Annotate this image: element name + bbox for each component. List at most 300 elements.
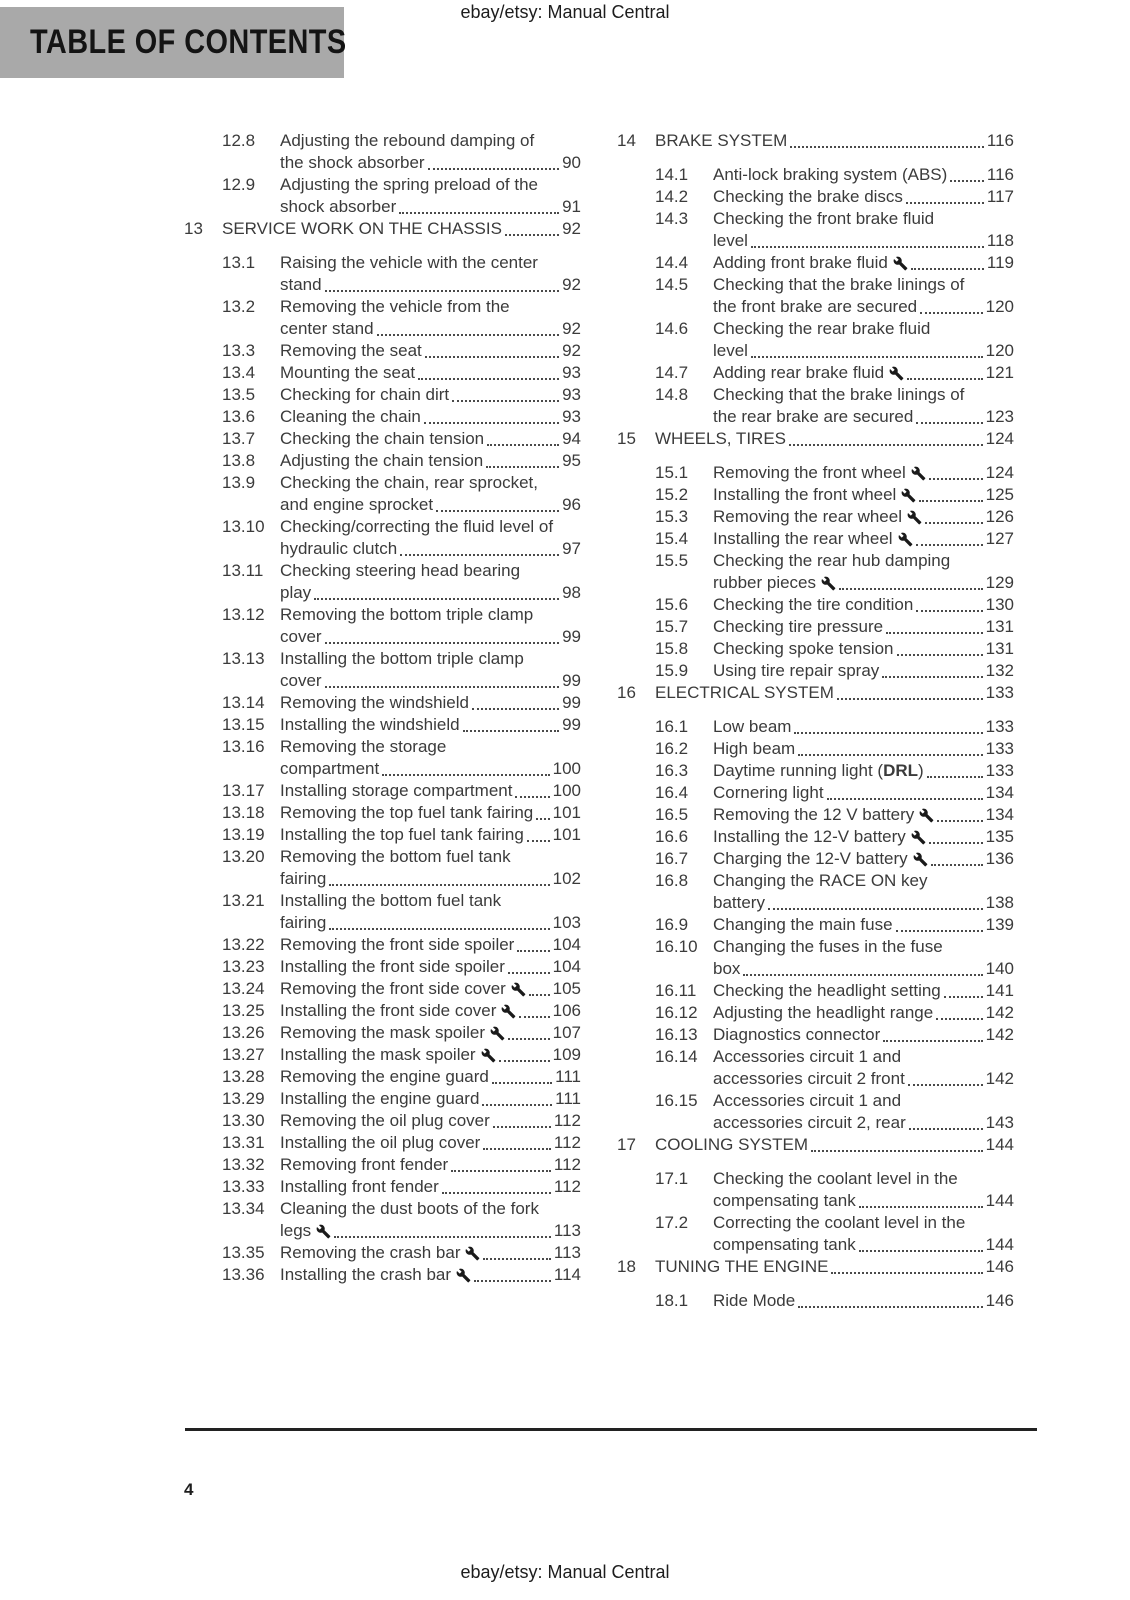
page-number: 131 [985,617,1014,636]
chapter-entries [655,716,1014,1134]
entry-title: Removing the rear wheel [713,507,902,526]
entry-title: level [713,341,748,360]
entry-body [713,1090,1014,1134]
chapter-row [617,428,1014,450]
toc-entry [222,714,581,736]
entry-title-line: Checking steering head bearing [280,561,521,580]
entry-body [713,164,1014,186]
entry-body [280,130,581,174]
entry-last-line [713,230,1014,252]
entry-body [713,318,1014,362]
chapter-entries [222,252,581,1286]
dot-leader [329,884,549,886]
entry-body [713,1002,1014,1024]
dot-leader [536,818,549,820]
entry-title: Low beam [713,717,792,736]
entry-title: Checking the chain tension [280,429,485,448]
entry-number: 13.12 [222,605,265,624]
page-number: 133 [985,761,1014,780]
wrench-icon [490,1026,505,1041]
dot-leader [859,1206,983,1208]
entry-last-line [280,406,581,428]
entry-last-line [713,406,1014,428]
dot-leader [486,466,559,468]
entry-number: 14.7 [655,363,689,382]
toc-chapter [617,1256,1014,1312]
entry-number: 13.29 [222,1089,265,1108]
page-number: 93 [562,385,581,404]
toc-entry [655,914,1014,936]
page-number: 106 [552,1001,581,1020]
dot-leader [798,1306,982,1308]
wrench-icon [898,532,913,547]
chapter-title: SERVICE WORK ON THE CHASSIS [222,219,502,238]
entry-title: rubber pieces [713,573,817,592]
chapter-row [617,682,1014,704]
toc-entry [655,252,1014,274]
entry-number: 15.6 [655,595,689,614]
toc-entry [655,870,1014,914]
entry-number: 14.8 [655,385,689,404]
toc-entry [655,804,1014,826]
entry-title-line: Adjusting the rebound damping of [280,131,535,150]
entry-title: Removing the top fuel tank fairing [280,803,534,822]
toc-entry [222,340,581,362]
dot-leader [907,378,983,380]
entry-body [280,934,581,956]
dot-leader [508,972,550,974]
entry-title-line: Removing the vehicle from the [280,297,510,316]
page-number: 141 [985,981,1014,1000]
entry-number: 13.11 [222,561,264,580]
entry-number: 15.5 [655,551,689,570]
entry-last-line [713,572,1014,594]
toc-entry [222,780,581,802]
dot-leader [927,776,983,778]
entry-body [280,296,581,340]
entry-body [280,406,581,428]
dot-leader [743,974,982,976]
toc-entry [222,1066,581,1088]
page-number: 97 [562,539,581,558]
entry-body [713,186,1014,208]
toc-entry [222,384,581,406]
entry-body [713,804,1014,826]
entry-title-line: Cleaning the dust boots of the fork [280,1199,539,1218]
entry-last-line [280,824,581,846]
dot-leader [325,686,560,688]
entry-number: 13.32 [222,1155,265,1174]
toc-entry [222,1176,581,1198]
toc-entry [222,1044,581,1066]
dot-leader [882,676,982,678]
entry-body [280,692,581,714]
entry-last-line [280,1110,581,1132]
dot-leader [929,842,983,844]
toc-chapter [617,1134,1014,1256]
chapter-entries [655,462,1014,682]
entry-title-line: Adjusting the spring preload of the [280,175,539,194]
entry-title: center stand [280,319,374,338]
page-number: 109 [552,1045,581,1064]
wrench-icon [911,466,926,481]
dot-leader [418,378,559,380]
entry-body [713,274,1014,318]
dot-leader [482,1104,552,1106]
toc-chapter [184,130,581,218]
entry-title-line: Removing the bottom fuel tank [280,847,511,866]
entry-title: Removing the mask spoiler [280,1023,486,1042]
page-number: 120 [985,297,1014,316]
entry-title: Daytime running light (DRL) [713,761,924,780]
toc-entry [655,186,1014,208]
entry-title-line: Accessories circuit 1 and [713,1047,902,1066]
page-number: 144 [985,1191,1014,1210]
entry-number: 16.6 [655,827,689,846]
dot-leader [515,796,549,798]
wrench-icon [821,576,836,591]
entry-body [280,846,581,890]
toc-entry [222,1154,581,1176]
entry-title: Installing the oil plug cover [280,1133,481,1152]
entry-number: 13.1 [222,253,256,272]
page-number: 133 [985,739,1014,758]
entry-number: 14.1 [655,165,689,184]
entry-number: 14.2 [655,187,689,206]
dot-leader [798,754,982,756]
page-number: 99 [562,693,581,712]
entry-body [280,1242,581,1264]
entry-body [713,638,1014,660]
entry-last-line [280,1132,581,1154]
entry-last-line [713,1024,1014,1046]
toc-entry [222,1022,581,1044]
dot-leader [492,1082,552,1084]
page-number: 146 [985,1257,1014,1276]
entry-body [713,252,1014,274]
page-number: 102 [552,869,581,888]
entry-number: 17.2 [655,1213,689,1232]
entry-title-line: Removing the storage [280,737,447,756]
entry-last-line [280,626,581,648]
entry-number: 13.21 [222,891,265,910]
entry-last-line [280,318,581,340]
toc-entry [655,660,1014,682]
entry-last-line [280,956,581,978]
dot-leader [325,642,560,644]
page-number: 99 [562,715,581,734]
entry-body [713,980,1014,1002]
entry-last-line [280,670,581,692]
page-number: 129 [985,573,1014,592]
entry-number: 13.26 [222,1023,265,1042]
entry-title-line: Raising the vehicle with the center [280,253,538,272]
entry-number: 13.3 [222,341,256,360]
dot-leader [474,1280,551,1282]
toc-entry [655,1002,1014,1024]
page-number: 119 [986,253,1014,272]
dot-leader [906,202,984,204]
page-number: 124 [985,463,1014,482]
wrench-icon [511,982,526,997]
entry-title: the front brake are secured [713,297,918,316]
toc-entry [222,516,581,560]
entry-body [280,648,581,692]
entry-body [713,550,1014,594]
entry-title-line: Checking the front brake fluid [713,209,935,228]
entry-last-line [713,462,1014,484]
entry-title-line: Removing the bottom triple clamp [280,605,534,624]
entry-title: Installing the front side cover [280,1001,497,1020]
dot-leader [451,1170,551,1172]
wrench-icon [907,510,922,525]
entry-body [713,1046,1014,1090]
entry-title: fairing [280,913,327,932]
entry-number: 13.28 [222,1067,265,1086]
entry-title: and engine sprocket [280,495,434,514]
toc [184,130,1014,1312]
entry-title: accessories circuit 2, rear [713,1113,906,1132]
entry-body [280,736,581,780]
toc-entry [655,638,1014,660]
entry-last-line [713,826,1014,848]
entry-number: 14.5 [655,275,689,294]
entry-title-line: Checking the rear hub damping [713,551,951,570]
entry-title: Charging the 12-V battery [713,849,908,868]
entry-last-line [280,1242,581,1264]
entry-last-line [280,692,581,714]
toc-entry [655,528,1014,550]
entry-last-line [713,484,1014,506]
entry-title: Checking the brake discs [713,187,903,206]
document-footer: ebay/etsy: Manual Central [460,1562,670,1582]
chapter-number: 16 [617,683,636,702]
entry-body [280,516,581,560]
dot-leader [499,1060,550,1062]
entry-last-line [280,1088,581,1110]
page-number: 116 [986,131,1014,150]
entry-title: Checking tire pressure [713,617,884,636]
toc-entry [222,846,581,890]
dot-leader [529,994,550,996]
entry-last-line [713,594,1014,616]
entry-title: Installing the 12-V battery [713,827,906,846]
entry-number: 16.10 [655,937,698,956]
chapter-row [617,1134,1014,1156]
chapter-number: 15 [617,429,636,448]
dot-leader [827,798,983,800]
toc-entry [222,560,581,604]
entry-title: Adjusting the chain tension [280,451,484,470]
page-number: 113 [553,1243,581,1262]
toc-entry [655,980,1014,1002]
toc-entry [222,1000,581,1022]
dot-leader [400,554,559,556]
page-number: 101 [552,825,581,844]
page-number: 144 [985,1135,1014,1154]
entry-last-line [713,1234,1014,1256]
entry-number: 13.35 [222,1243,265,1262]
toc-entry [222,890,581,934]
entry-title-line: Checking that the brake linings of [713,385,965,404]
chapter-entries [222,130,581,218]
entry-number: 14.6 [655,319,689,338]
toc-entry [655,462,1014,484]
entry-title: compartment [280,759,380,778]
entry-title: Removing the windshield [280,693,469,712]
dot-leader [919,500,982,502]
dot-leader [944,996,983,998]
wrench-icon [893,256,908,271]
entry-title-line: Installing the bottom fuel tank [280,891,502,910]
toc-entry [222,406,581,428]
page-number: 133 [985,717,1014,736]
entry-body [713,462,1014,484]
entry-last-line [713,804,1014,826]
page-number: 138 [985,893,1014,912]
entry-title: Checking spoke tension [713,639,894,658]
page-number: 130 [985,595,1014,614]
entry-body [713,208,1014,252]
entry-title: Cleaning the chain [280,407,421,426]
entry-title: cover [280,627,322,646]
entry-body [713,1212,1014,1256]
entry-last-line [713,186,1014,208]
page-number: 118 [986,231,1014,250]
entry-number: 13.31 [222,1133,265,1152]
page-number: 134 [985,783,1014,802]
entry-title: fairing [280,869,327,888]
entry-number: 13.33 [222,1177,265,1196]
dot-leader [487,444,559,446]
dot-leader [519,1016,549,1018]
entry-body [280,1176,581,1198]
page-number: 92 [562,275,581,294]
entry-body [280,604,581,648]
entry-title: Cornering light [713,783,824,802]
entry-body [280,472,581,516]
entry-last-line [280,1022,581,1044]
entry-title-line: Correcting the coolant level in the [713,1213,966,1232]
entry-number: 16.3 [655,761,689,780]
entry-number: 16.14 [655,1047,698,1066]
entry-title: accessories circuit 2 front [713,1069,905,1088]
dot-leader [377,334,560,336]
dot-leader [329,928,549,930]
page-number: 123 [985,407,1014,426]
dot-leader [428,168,559,170]
dot-leader [493,1126,551,1128]
entry-number: 14.4 [655,253,689,272]
wrench-icon [911,830,926,845]
toc-entry [655,936,1014,980]
entry-title: Installing the front wheel [713,485,897,504]
chapter-row [617,1256,1014,1278]
entry-number: 15.8 [655,639,689,658]
entry-body [713,484,1014,506]
entry-number: 13.9 [222,473,256,492]
entry-number: 14.3 [655,209,689,228]
page-number: 124 [985,429,1014,448]
toc-entry [655,760,1014,782]
entry-number: 16.1 [655,717,689,736]
toc-entry [655,164,1014,186]
entry-number: 16.7 [655,849,689,868]
entry-title-line: Checking the chain, rear sprocket, [280,473,538,492]
entry-last-line [280,1044,581,1066]
entry-last-line [280,1000,581,1022]
entry-body [713,738,1014,760]
entry-last-line [280,428,581,450]
page-number: 105 [552,979,581,998]
entry-title: Installing the top fuel tank fairing [280,825,524,844]
entry-number: 15.3 [655,507,689,526]
entry-title: Removing the front side spoiler [280,935,515,954]
wrench-icon [889,366,904,381]
entry-body [280,890,581,934]
entry-last-line [713,1190,1014,1212]
entry-body [713,616,1014,638]
entry-last-line [280,362,581,384]
chapter-title: WHEELS, TIRES [655,429,786,448]
entry-title: compensating tank [713,1191,856,1210]
dot-leader [425,356,559,358]
toc-entry [655,550,1014,594]
entry-number: 15.7 [655,617,689,636]
page-number: 121 [985,363,1014,382]
entry-body [280,1110,581,1132]
toc-entry [655,1212,1014,1256]
entry-last-line [713,528,1014,550]
dot-leader [916,544,983,546]
toc-entry [222,252,581,296]
footer-page-number: 4 [184,1480,194,1499]
toc-entry [655,616,1014,638]
wrench-icon [501,1004,516,1019]
entry-body [280,802,581,824]
entry-last-line [713,1068,1014,1090]
entry-body [713,826,1014,848]
page-number: 142 [985,1069,1014,1088]
dot-leader [937,820,982,822]
entry-body [713,848,1014,870]
entry-number: 13.10 [222,517,265,536]
entry-body [713,760,1014,782]
entry-title: cover [280,671,322,690]
chapter-title: BRAKE SYSTEM [655,131,788,150]
entry-body [280,1000,581,1022]
toc-column-right [617,130,1014,1312]
page-number: 90 [562,153,581,172]
dot-leader [896,930,983,932]
toc-entry [655,716,1014,738]
dot-leader [794,732,982,734]
toc-entry [222,934,581,956]
entry-title: Checking the headlight setting [713,981,941,1000]
entry-number: 13.23 [222,957,265,976]
wrench-icon [316,1224,331,1239]
entry-title: Installing the mask spoiler [280,1045,476,1064]
entry-body [713,506,1014,528]
toc-chapter [617,682,1014,1134]
entry-title: shock absorber [280,197,397,216]
entry-title: Checking the tire condition [713,595,914,614]
entry-title-line: Installing the bottom triple clamp [280,649,524,668]
dot-leader [463,730,560,732]
toc-entry [655,738,1014,760]
entry-title: Removing the oil plug cover [280,1111,490,1130]
entry-title-line: Checking the rear brake fluid [713,319,931,338]
